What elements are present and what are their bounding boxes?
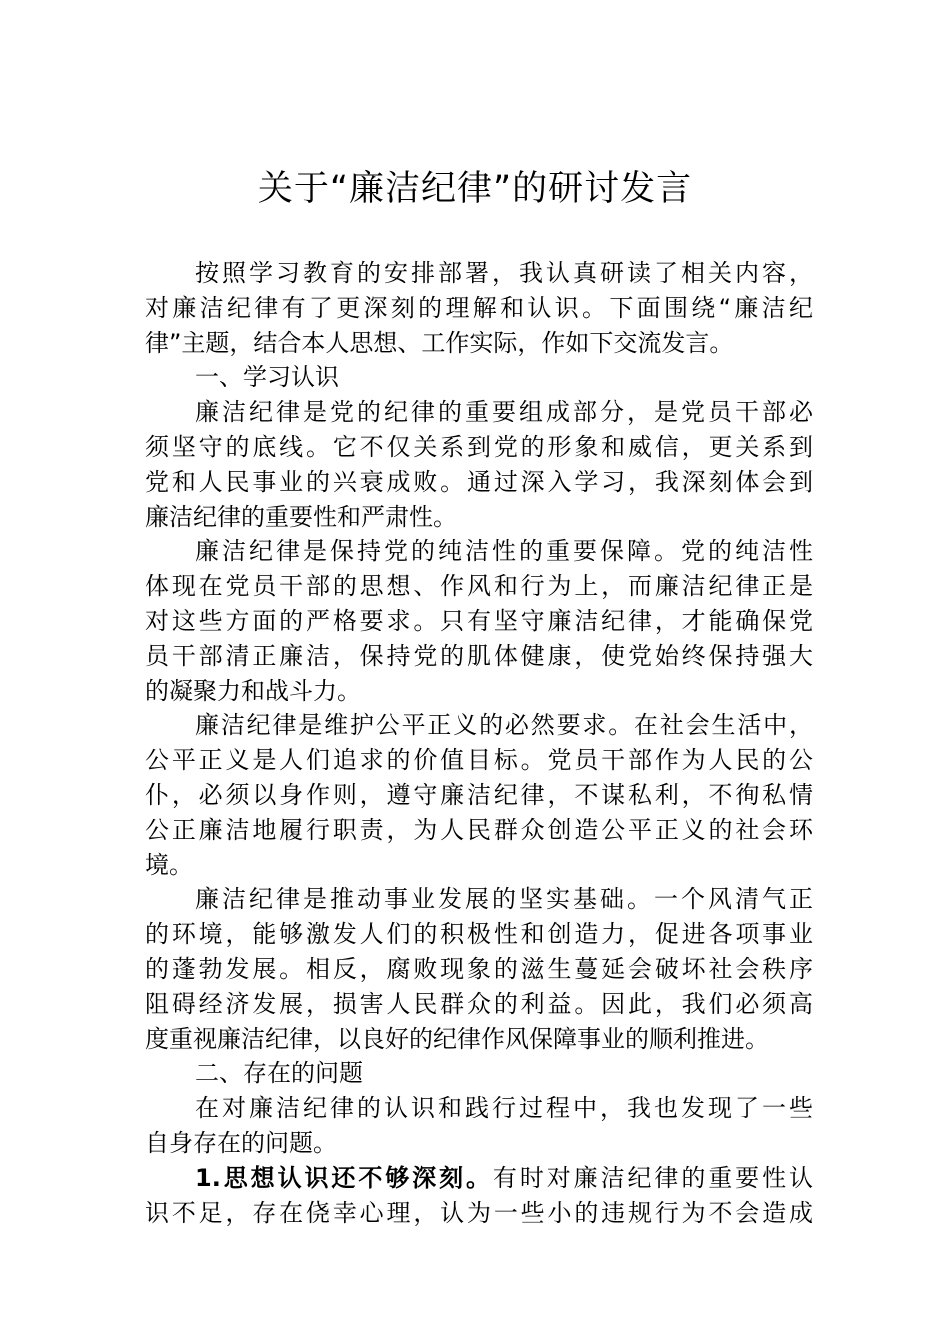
paragraph-line: 的环境，能够激发人们的积极性和创造力，促进各项事业 xyxy=(145,920,813,949)
paragraph-line: 的蓬勃发展。相反，腐败现象的滋生蔓延会破坏社会秩序 xyxy=(145,954,813,983)
paragraph-line: 在对廉洁纪律的认识和践行过程中，我也发现了一些 xyxy=(195,1094,813,1123)
paragraph-line: 廉洁纪律是维护公平正义的必然要求。在社会生活中， xyxy=(195,711,813,740)
paragraph-line: 党和人民事业的兴衰成败。通过深入学习，我深刻体会到 xyxy=(145,467,813,496)
paragraph-line: 境。 xyxy=(145,850,193,879)
paragraph-line: 仆，必须以身作则，遵守廉洁纪律，不谋私利，不徇私情 xyxy=(145,780,813,809)
paragraph-line: 对这些方面的严格要求。只有坚守廉洁纪律，才能确保党 xyxy=(145,606,813,635)
paragraph-line: 公平正义是人们追求的价值目标。党员干部作为人民的公 xyxy=(145,746,813,775)
paragraph-line: 体现在党员干部的思想、作风和行为上，而廉洁纪律正是 xyxy=(145,572,813,601)
paragraph-line: 自身存在的问题。 xyxy=(145,1128,337,1157)
paragraph-line: 廉洁纪律是保持党的纯洁性的重要保障。党的纯洁性 xyxy=(195,537,813,566)
paragraph-line: 员干部清正廉洁，保持党的肌体健康，使党始终保持强大 xyxy=(145,641,813,670)
problem-1-heading: 1.思想认识还不够深刻。 xyxy=(195,1163,493,1192)
paragraph-line: 二、存在的问题 xyxy=(195,1059,363,1088)
paragraph-line: 须坚守的底线。它不仅关系到党的形象和威信，更关系到 xyxy=(145,432,813,461)
paragraph-line: 度重视廉洁纪律，以良好的纪律作风保障事业的顺利推进。 xyxy=(145,1024,769,1053)
paragraph-line: 廉洁纪律是推动事业发展的坚实基础。一个风清气正 xyxy=(195,885,813,914)
paragraph-line: 廉洁纪律是党的纪律的重要组成部分，是党员干部必 xyxy=(195,398,813,427)
paragraph-line: 对廉洁纪律有了更深刻的理解和认识。下面围绕“廉洁纪 xyxy=(145,293,813,322)
paragraph-line: 按照学习教育的安排部署，我认真研读了相关内容， xyxy=(195,259,813,287)
problem-1-text: 有时对廉洁纪律的重要性认 xyxy=(492,1163,813,1192)
paragraph-line: 的凝聚力和战斗力。 xyxy=(145,676,361,705)
document-body xyxy=(145,256,813,1230)
problem-1-next-line: 识不足，存在侥幸心理，认为一些小的违规行为不会造成 xyxy=(145,1198,813,1227)
document-title: 关于“廉洁纪律”的研讨发言 xyxy=(257,169,693,209)
paragraph-line: 廉洁纪律的重要性和严肃性。 xyxy=(145,502,457,531)
paragraph-line: 阻碍经济发展，损害人民群众的利益。因此，我们必须高 xyxy=(145,989,813,1018)
paragraph-line: 一、学习认识 xyxy=(195,363,339,392)
paragraph-line: 律”主题，结合本人思想、工作实际，作如下交流发言。 xyxy=(145,328,734,357)
problem-1-line xyxy=(145,1161,813,1196)
paragraph-line: 公正廉洁地履行职责，为人民群众创造公平正义的社会环 xyxy=(145,815,813,844)
